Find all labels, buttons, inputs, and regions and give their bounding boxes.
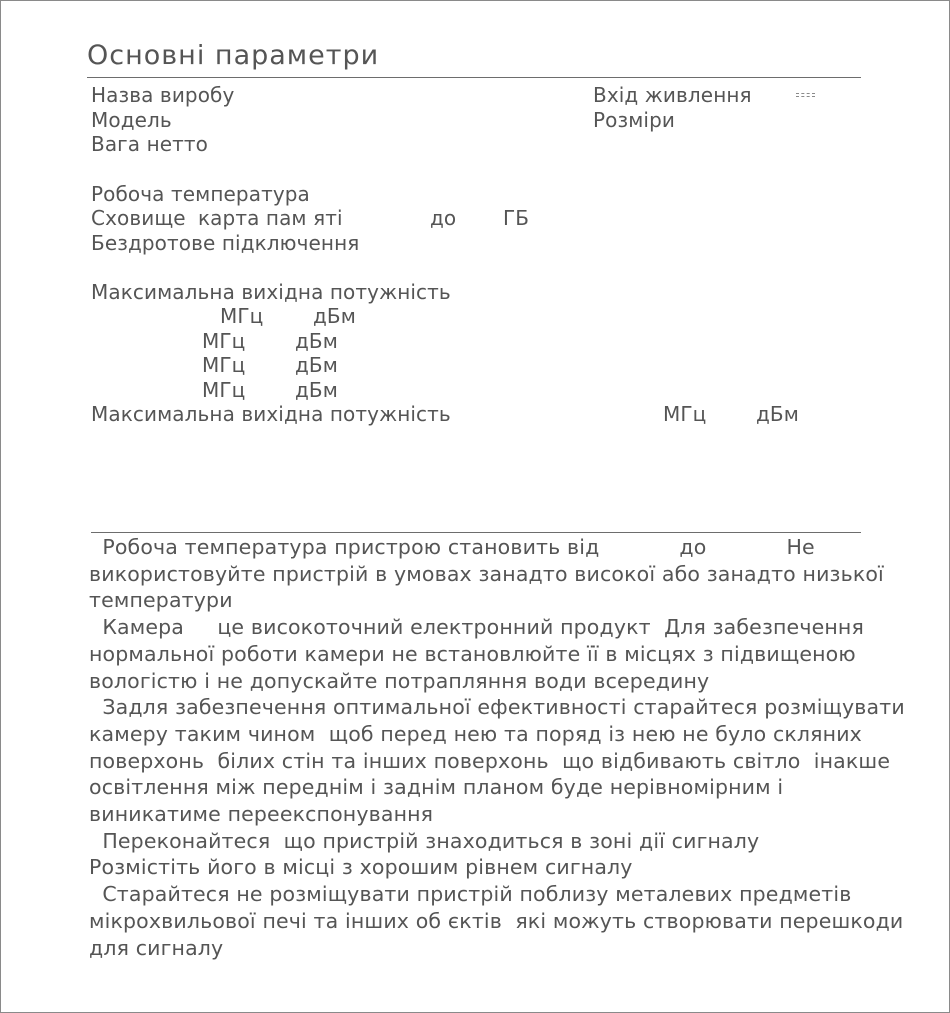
- operating-temp-label: Робоча температура: [91, 182, 310, 206]
- power-row-mhz: МГц: [202, 329, 246, 353]
- notes-line: Розмістіть його в місці з хорошим рівнем сигналу: [89, 855, 633, 880]
- notes-line: камеру таким чином щоб перед нею та поряд із нею не було скляних: [89, 721, 862, 746]
- notes-line: Задля забезпечення оптимальної ефективності старайтеся розміщувати: [89, 695, 905, 720]
- power-row-mhz: МГц: [202, 353, 246, 377]
- power-row-dbm: дБм: [756, 402, 799, 426]
- storage-label: Сховище: [91, 206, 186, 230]
- power-row-dbm: дБм: [295, 378, 338, 402]
- title-divider: [87, 77, 861, 78]
- storage-unit: ГБ: [503, 206, 530, 230]
- notes-line: Камера це високоточний електронний продукт Для забезпечення: [89, 615, 864, 640]
- notes-section: [89, 534, 905, 961]
- notes-line: нормальної роботи камери не встановлюйте її в місцях з підвищеною: [89, 641, 856, 666]
- notes-line: Переконайтеся що пристрій знаходиться в зоні дії сигналу: [89, 828, 760, 853]
- power-input-value: [796, 93, 815, 97]
- notes-line: температури: [89, 588, 233, 613]
- dimensions-label: Розміри: [593, 108, 675, 132]
- notes-line: виникатиме переекспонування: [89, 802, 434, 827]
- page-title: Основні параметри: [87, 40, 380, 71]
- storage-card: карта пам яті: [198, 206, 343, 230]
- power-row-mhz: МГц: [220, 304, 264, 328]
- notes-line: для сигналу: [89, 935, 224, 960]
- power-input-label: Вхід живлення: [593, 83, 752, 107]
- power-row-dbm: дБм: [295, 353, 338, 377]
- notes-line: освітлення між переднім і заднім планом буде нерівномірним і: [89, 775, 784, 800]
- product-name-label: Назва виробу: [91, 83, 235, 107]
- max-power-label: Максимальна вихідна потужність: [91, 280, 451, 304]
- power-row-dbm: дБм: [313, 304, 356, 328]
- storage-to: до: [430, 206, 457, 230]
- notes-line: поверхонь білих стін та інших поверхонь що відбивають світло інакше: [89, 748, 891, 773]
- notes-line: Робоча температура пристрою становить від до Не: [89, 535, 815, 559]
- notes-line: використовуйте пристрій в умовах занадто високої або занадто низької: [89, 561, 884, 586]
- notes-line: вологістю і не допускайте потрапляння води всередину: [89, 668, 710, 693]
- power-row-mhz: МГц: [202, 378, 246, 402]
- notes-line: Старайтеся не розміщувати пристрій поблизу металевих предметів: [89, 882, 852, 907]
- max-power-label: Максимальна вихідна потужність: [91, 402, 451, 426]
- notes-line: мікрохвильової печі та інших об єктів які можуть створювати перешкоди: [89, 908, 904, 933]
- model-label: Модель: [91, 108, 172, 132]
- wireless-label: Бездротове підключення: [91, 231, 360, 255]
- power-row-dbm: дБм: [295, 329, 338, 353]
- net-weight-label: Вага нетто: [91, 132, 209, 156]
- power-row-mhz: МГц: [663, 402, 707, 426]
- notes-divider: [91, 532, 861, 533]
